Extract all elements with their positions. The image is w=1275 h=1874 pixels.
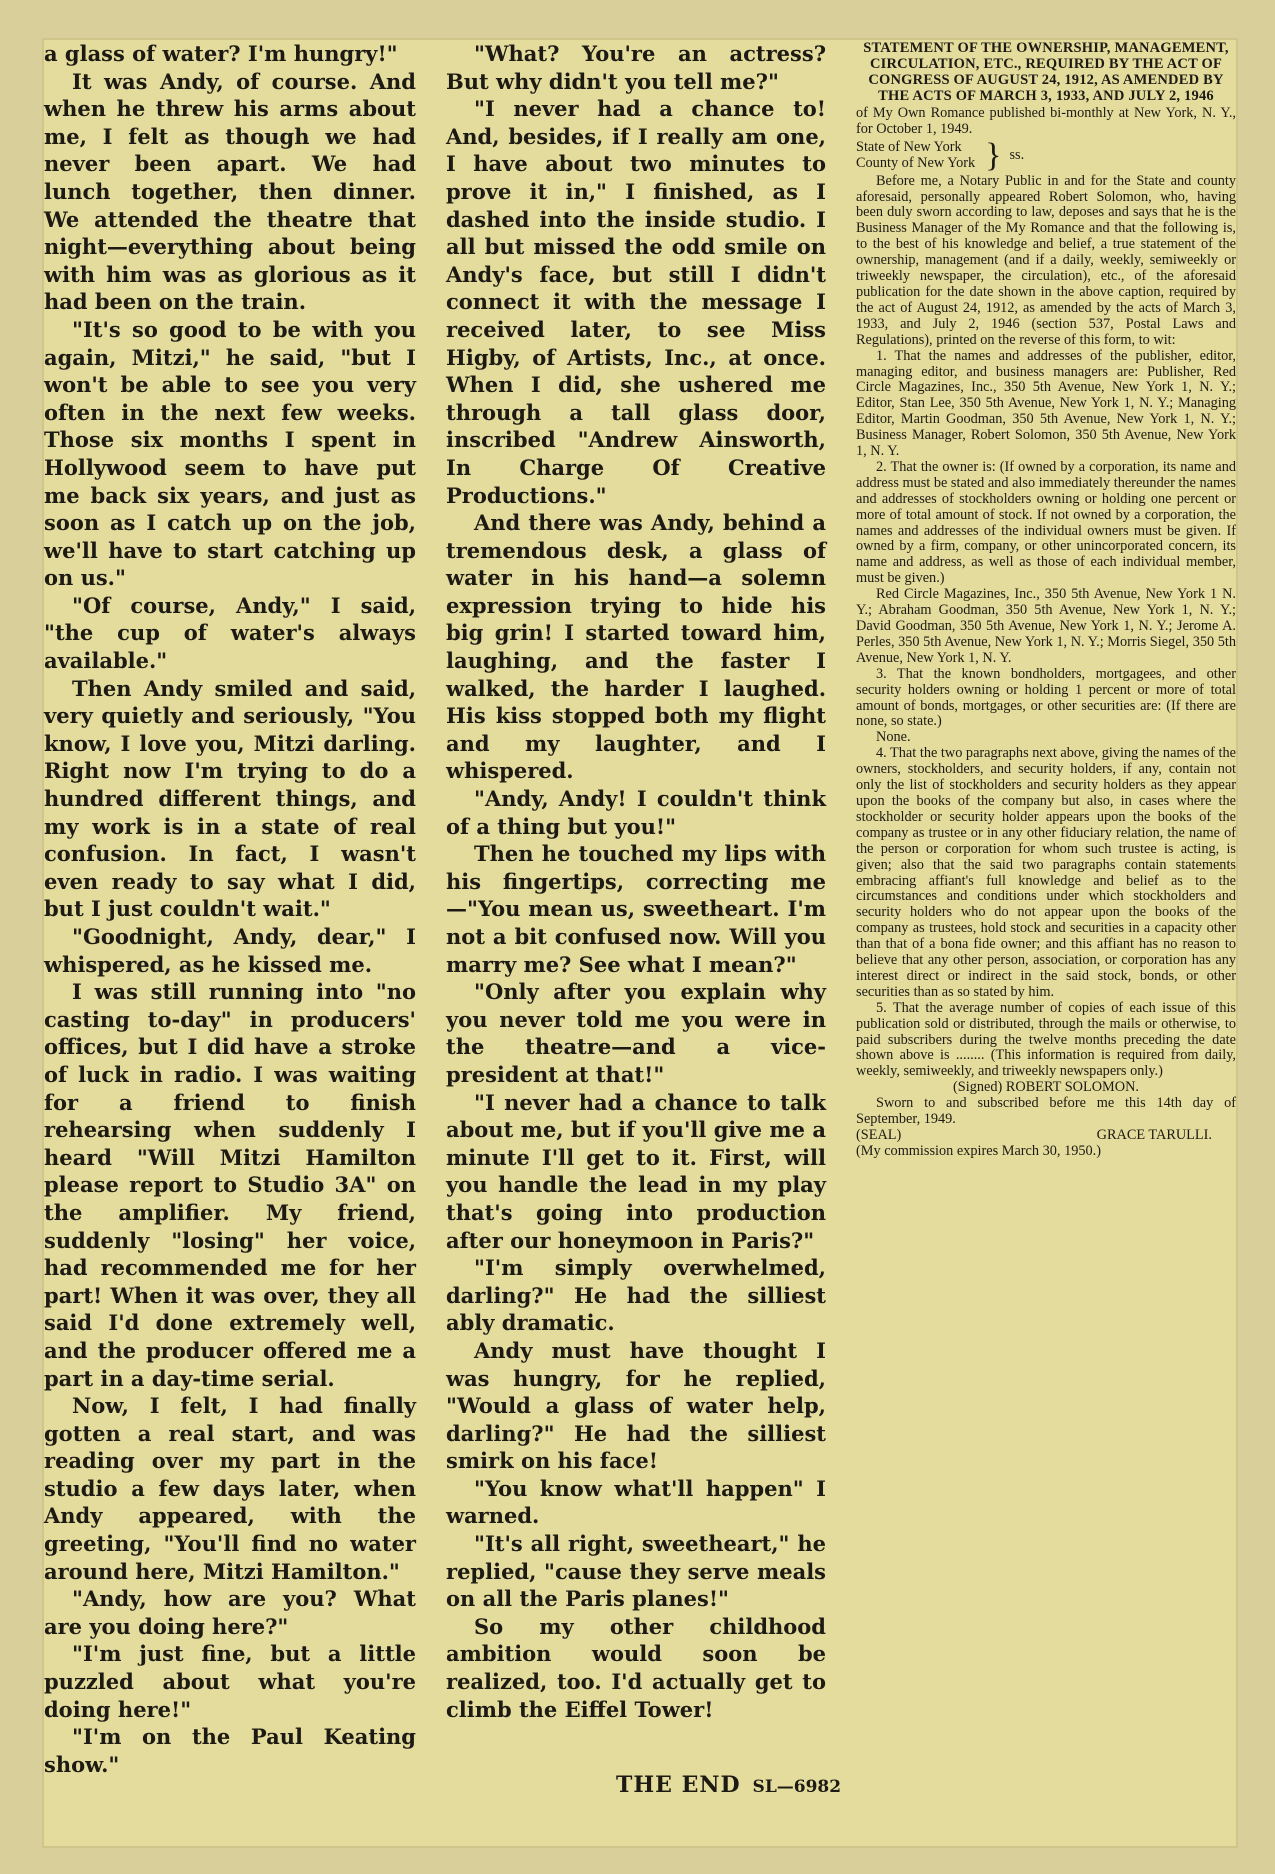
story-column-2-paragraphs [446, 40, 826, 1723]
state-county-row [856, 136, 1236, 174]
story-paragraph: Andy must have thought I was hungry, for he replied, "Would a glass of water help, darling?" He had the silliest smirk on his face! [446, 1337, 826, 1474]
story-end-marker [616, 1772, 841, 1798]
notary-name: GRACE TARULLI. [1096, 1127, 1212, 1143]
story-paragraph: And there was Andy, behind a tremendous desk, a glass of water in his hand—a solemn expression trying to hide his big grin! I started toward him, laughing, and the faster I walked, the harder I laughed. His kiss stopped both my flight and my laughter, and I whispered. [446, 510, 826, 784]
signature-line: (Signed) ROBERT SOLOMON. [953, 1079, 1139, 1096]
story-code: SL—6982 [752, 1777, 842, 1797]
story-paragraph: "I'm on the Paul Keating show." [44, 1724, 416, 1777]
brace-symbol: } [985, 136, 1002, 174]
story-paragraph: I was still running into "no casting to-day" in producers' offices, but I did have a stroke of luck in radio. I was waiting for a friend to finish rehearsing when suddenly I heard "Will Mitzi Hamilton please report to Studio 3A" on the amplifier. My friend, suddenly "losing" her voice, had recommended me for her part! When it was over, they all said I'd done extremely well, and the producer offered me a part in a day-time serial. [44, 979, 416, 1391]
the-end-label: THE END [616, 1772, 741, 1798]
story-paragraph: So my other childhood ambition would soon be realized, too. I'd actually get to climb the Eiffel Tower! [446, 1613, 826, 1722]
story-column-1 [44, 40, 416, 1778]
story-paragraph: "It's all right, sweetheart," he replied, "cause they serve meals on all the Paris planes!" [446, 1531, 826, 1612]
story-paragraph: "Andy, Andy! I couldn't think of a thing but you!" [446, 786, 826, 839]
statement-heading: STATEMENT OF THE OWNERSHIP, MANAGEMENT, CIRCULATION, ETC., REQUIRED BY THE ACT OF CONGRESS OF AUGUST 24, 1912, AS AMENDED BY THE ACTS OF MARCH 3, 1933, AND JULY 2, 1946 [863, 40, 1229, 104]
story-paragraph: "I never had a chance to! And, besides, if I really am one, I have about two minutes to prove it in," I finished, as I dashed into the inside studio. I all but missed the odd smile on Andy's face, but still I didn't connect it with the message I received later, to see Miss Higby, of Artists, Inc., at once. When I did, she ushered me through a tall glass door, inscribed "Andrew Ainsworth, In Charge Of Creative Productions." [446, 96, 826, 508]
seal-row [856, 1128, 1236, 1144]
ss-label: ss. [1009, 146, 1025, 163]
statement-paragraph: Red Circle Magazines, Inc., 350 5th Avenue, New York 1 N. Y.; Abraham Goodman, 350 5th Avenue, New York 1, N. Y.; David Goodman, 350 5th Avenue, New York 1, N. Y.; Jerome A. Perles, 350 5th Avenue, New York 1, N. Y.; Morris Siegel, 350 5th Avenue, New York 1, N. Y. [856, 586, 1236, 666]
county-line: County of New York [856, 154, 976, 171]
story-column-2 [446, 40, 826, 1723]
commission-expiry: (My commission expires March 30, 1950.) [856, 1142, 1101, 1159]
story-paragraph: "Only after you explain why you never told me you were in the theatre—and a vice-president at that!" [446, 979, 826, 1087]
story-paragraph: "Andy, how are you? What are you doing here?" [44, 1586, 416, 1639]
statement-paragraph: 3. That the known bondholders, mortgagees, and other security holders owning or holding 1 percent or more of total amount of bonds, mortgages, or other securities are: (If there are none, so state.) [856, 665, 1236, 730]
story-paragraph: "Of course, Andy," I said, "the cup of water's always available." [44, 592, 416, 674]
story-paragraph: "What? You're an actress? But why didn't you tell me?" [446, 41, 826, 94]
statement-intro: of My Own Romance published bi-monthly at New York, N. Y., for October 1, 1949. [856, 105, 1236, 137]
statement-paragraph: 5. That the average number of copies of each issue of this publication sold or distributed, through the mails or otherwise, to paid subscribers during the twelve months preceding the date shown above is ........ (This information is required from daily, weekly, semiweekly, and triweekly newspapers only.) [856, 999, 1236, 1080]
statement-paragraph: None. [876, 729, 911, 746]
story-paragraph: a glass of water? I'm hungry!" [44, 41, 398, 66]
statement-paragraph: Before me, a Notary Public in and for the State and county aforesaid, personally appeared Robert Solomon, who, having been duly sworn according to law, deposes and says that he is the Business Manager of the My Romance and that the following is, to the best of his knowledge and belief, a true statement of the ownership, management (and if a daily, weekly, semiweekly or triweekly newspaper, the circulation), etc., of the aforesaid publication for the date shown in the above caption, required by the act of August 24, 1912, as amended by the acts of March 3, 1933, and July 2, 1946 (section 537, Postal Laws and Regulations), printed on the reverse of this form, to wit: [856, 172, 1236, 348]
story-paragraph: "Goodnight, Andy, dear," I whispered, as he kissed me. [44, 924, 416, 977]
statement-paragraph: 1. That the names and addresses of the publisher, editor, managing editor, and business managers are: Publisher, Red Circle Magazines, Inc., 350 5th Avenue, New York 1, N. Y.; Editor, Stan Lee, 350 5th Avenue, New York 1, N. Y.; Managing Editor, Martin Goodman, 350 5th Avenue, New York 1, N. Y.; Business Manager, Robert Solomon, 350 5th Avenue, New York 1, N. Y. [856, 347, 1236, 460]
story-column-1-paragraphs [44, 40, 416, 1778]
statement-paragraphs [856, 174, 1236, 1081]
story-paragraph: Then he touched my lips with his fingertips, correcting me—"You mean us, sweetheart. I'm not a bit confused now. Will you marry me? See what I mean?" [446, 841, 826, 977]
magazine-page [42, 38, 1238, 1848]
statement-paragraph: 4. That the two paragraphs next above, giving the names of the owners, stockholders, and security holders, if any, contain not only the list of stockholders and security holders as they appear upon the books of the company but also, in cases where the stockholder or security holder appears upon the books of the company as trustee or in any other fiduciary relation, the name of the person or corporation for whom such trustee is acting, is given; also that the said two paragraphs contain statements embracing affiant's full knowledge and belief as to the circumstances and conditions under which stockholders and security holders who do not appear upon the books of the company as trustees, hold stock and securities in a capacity other than that of a bona fide owner; and this affiant has no reason to believe that any other person, association, or corporation has any interest direct or indirect in the said stock, bonds, or other securities than as so stated by him. [856, 745, 1236, 1000]
story-paragraph: Now, I felt, I had finally gotten a real start, and was reading over my part in the studio a few days later, when Andy appeared, with the greeting, "You'll find no water around here, Mitzi Hamilton." [44, 1393, 416, 1584]
story-paragraph: "I'm simply overwhelmed, darling?" He had the silliest ably dramatic. [446, 1255, 826, 1336]
story-paragraph: "I'm just fine, but a little puzzled about what you're doing here!" [44, 1641, 416, 1722]
story-paragraph: "It's so good to be with you again, Mitzi," he said, "but I won't be able to see you very often in the next few weeks. Those six months I spent in Hollywood seem to have put me back six years, and just as soon as I catch up on the job, we'll have to start catching up on us." [44, 316, 416, 591]
story-paragraph: "You know what'll happen" I warned. [446, 1475, 826, 1529]
sworn-statement: Sworn to and subscribed before me this 14th day of September, 1949. [856, 1095, 1236, 1128]
seal-label: (SEAL) [856, 1127, 902, 1143]
story-paragraph: Then Andy smiled and said, very quietly and seriously, "You know, I love you, Mitzi darling. Right now I'm trying to do a hundred different things, and my work is in a state of real confusion. In fact, I wasn't even ready to say what I did, but I just couldn't wait." [44, 675, 416, 922]
ownership-statement [856, 40, 1236, 1160]
story-paragraph: "I never had a chance to talk about me, but if you'll give me a minute I'll get to it. First, will you handle the lead in my play that's going into production after our honeymoon in Paris?" [446, 1089, 826, 1253]
state-line: State of New York [856, 138, 962, 155]
statement-paragraph: 2. That the owner is: (If owned by a corporation, its name and address must be stated and also immediately thereunder the names and addresses of stockholders owning or holding one percent or more of total amount of stock. If not owned by a corporation, the names and addresses of the individual owners must be given. If owned by a firm, company, or other unincorporated concern, its name and address, as well as those of each individual member, must be given.) [856, 458, 1236, 587]
story-paragraph: It was Andy, of course. And when he threw his arms about me, I felt as though we had never been apart. We had lunch together, then dinner. We attended the theatre that night—everything about being with him was as glorious as it had been on the train. [44, 68, 416, 315]
